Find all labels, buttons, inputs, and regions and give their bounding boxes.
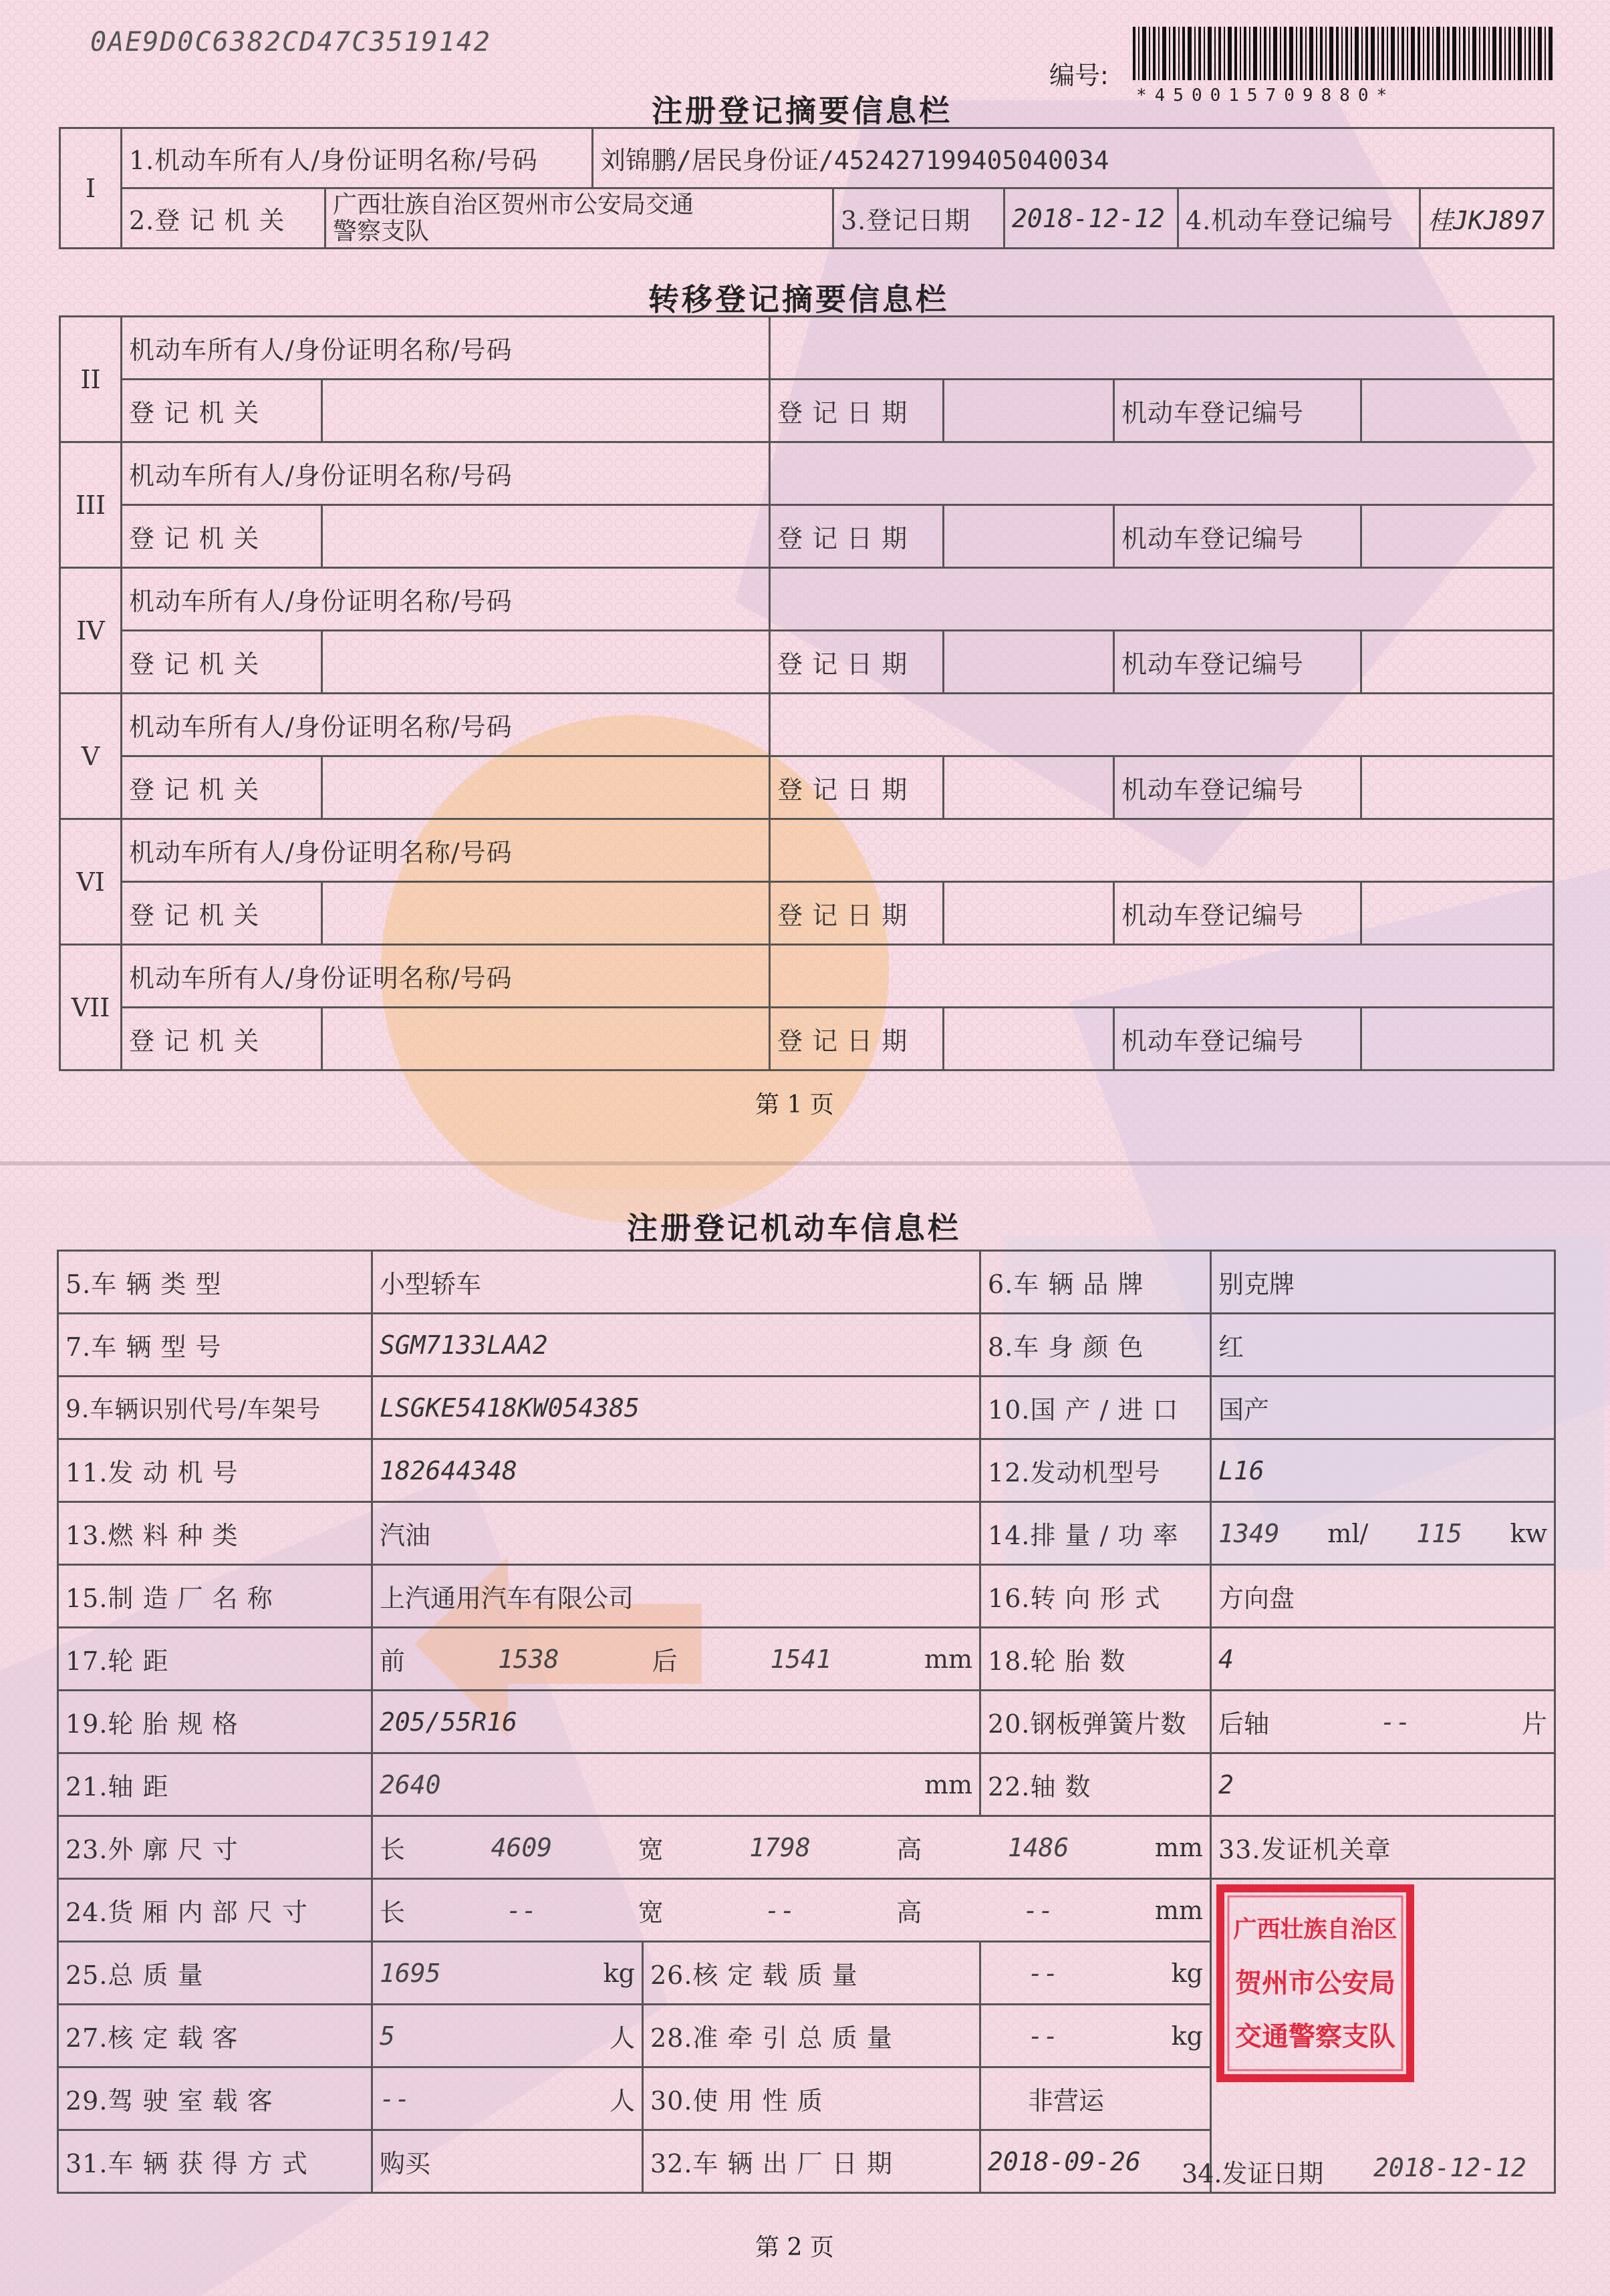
f23-width: 1798	[749, 1832, 811, 1862]
f30-label: 30.使 用 性 质	[643, 2067, 980, 2130]
f33-label: 33.发证机关章	[1211, 1816, 1555, 1879]
transfer-regno-label: 机动车登记编号	[1114, 882, 1361, 945]
transfer-date-value	[944, 756, 1114, 819]
transfer-authority-value	[322, 505, 770, 568]
f12-value: L16	[1211, 1439, 1555, 1502]
transfer-regno-value	[1361, 505, 1554, 568]
f18-label: 18.轮 胎 数	[980, 1628, 1211, 1691]
f25-unit: kg	[603, 1958, 635, 1988]
f20-label: 20.钢板弹簧片数	[980, 1691, 1211, 1753]
transfer-regno-label: 机动车登记编号	[1114, 1008, 1361, 1070]
f17-unit: mm	[924, 1644, 973, 1674]
transfer-authority-value	[322, 631, 770, 694]
f17-value	[372, 1628, 980, 1691]
f10-label: 10.国 产 / 进 口	[980, 1377, 1211, 1439]
transfer-roman: IV	[60, 568, 122, 694]
f23-unit: mm	[1154, 1832, 1203, 1862]
transfer-authority-value	[322, 1008, 770, 1070]
transfer-block-1-authority-row	[60, 380, 1554, 442]
transfer-date-label: 登 记 日 期	[770, 505, 944, 568]
f24-h-label: 高	[896, 1898, 922, 1927]
transfer-authority-label: 登 记 机 关	[122, 1008, 322, 1070]
transfer-date-label: 登 记 日 期	[770, 631, 944, 694]
f9-value: LSGKE5418KW054385	[372, 1377, 980, 1439]
f25-label: 25.总 质 量	[58, 1942, 372, 2005]
f23-label: 23.外 廓 尺 寸	[58, 1816, 372, 1879]
f15-label: 15.制 造 厂 名 称	[58, 1565, 372, 1628]
transfer-roman: III	[60, 442, 122, 568]
transfer-owner-value	[770, 568, 1554, 631]
f28-mass: --	[1028, 2021, 1059, 2051]
f14-unit2: kw	[1510, 1518, 1548, 1548]
transfer-date-label: 登 记 日 期	[770, 380, 944, 442]
transfer-regno-label: 机动车登记编号	[1114, 756, 1361, 819]
date-value: 2018-12-12	[1004, 188, 1178, 249]
document-code: 0AE9D0C6382CD47C3519142	[90, 27, 491, 57]
transfer-regno-value	[1361, 756, 1554, 819]
f11-value: 182644348	[372, 1439, 980, 1502]
f14-displacement: 1349	[1218, 1518, 1280, 1548]
f26-label: 26.核 定 载 质 量	[643, 1942, 980, 2005]
f22-label: 22.轴 数	[980, 1753, 1211, 1816]
issuing-authority-seal	[1215, 1883, 1416, 2084]
f18-value: 4	[1211, 1628, 1555, 1691]
f29-label: 29.驾 驶 室 载 客	[58, 2067, 372, 2130]
transfer-owner-label: 机动车所有人/身份证明名称/号码	[122, 317, 770, 380]
f26-value	[980, 1942, 1211, 2005]
page2-number: 第 2 页	[755, 2234, 834, 2261]
f21-unit: mm	[924, 1769, 973, 1800]
f24-unit: mm	[1154, 1895, 1203, 1925]
f34-label: 34.发证日期	[1182, 2159, 1324, 2188]
f24-w-label: 宽	[638, 1898, 664, 1927]
transfer-authority-label: 登 记 机 关	[122, 631, 322, 694]
authority-line2: 警察支队	[333, 217, 430, 245]
f29-passengers: --	[380, 2084, 410, 2114]
transfer-date-label: 登 记 日 期	[770, 1008, 944, 1070]
f9-label: 9.车辆识别代号/车架号	[58, 1377, 372, 1439]
f29-value	[372, 2067, 643, 2130]
f8-label: 8.车 身 颜 色	[980, 1314, 1211, 1377]
f13-label: 13.燃 料 种 类	[58, 1502, 372, 1565]
f24-width: --	[765, 1895, 795, 1925]
transfer-regno-value	[1361, 380, 1554, 442]
transfer-regno-label: 机动车登记编号	[1114, 631, 1361, 694]
f31-value: 购买	[372, 2130, 643, 2193]
f23-w-label: 宽	[638, 1835, 664, 1864]
f12-label: 12.发动机型号	[980, 1439, 1211, 1502]
f34-value: 2018-12-12	[1373, 2153, 1526, 2182]
f24-height: --	[1023, 1895, 1054, 1925]
transfer-roman: V	[60, 694, 122, 819]
transfer-regno-value	[1361, 631, 1554, 694]
f17-rear-label: 后	[652, 1646, 678, 1676]
page1-number: 第 1 页	[755, 1091, 834, 1119]
f28-label: 28.准 牵 引 总 质 量	[643, 2005, 980, 2067]
f17-rear: 1541	[770, 1644, 831, 1674]
f13-value: 汽油	[372, 1502, 980, 1565]
f31-label: 31.车 辆 获 得 方 式	[58, 2130, 372, 2193]
transfer-date-label: 登 记 日 期	[770, 756, 944, 819]
f16-label: 16.转 向 形 式	[980, 1565, 1211, 1628]
section1-roman: I	[60, 128, 122, 249]
f26-mass: --	[1028, 1958, 1059, 1988]
transfer-owner-value	[770, 317, 1554, 380]
f20-unit: 片	[1522, 1709, 1548, 1739]
transfer-authority-value	[322, 380, 770, 442]
f21-label: 21.轴 距	[58, 1753, 372, 1816]
f5-label: 5.车 辆 类 型	[58, 1251, 372, 1314]
f28-unit: kg	[1171, 2021, 1204, 2051]
authority-value	[325, 188, 833, 249]
f6-value: 别克牌	[1211, 1251, 1555, 1314]
transfer-block-6-owner-row	[60, 945, 1554, 1008]
f32-value: 2018-09-26	[980, 2130, 1211, 2193]
f21-wheelbase: 2640	[380, 1769, 441, 1800]
transfer-block-3-owner-row	[60, 568, 1554, 631]
f24-l-label: 长	[380, 1898, 406, 1927]
f17-front-label: 前	[380, 1646, 406, 1676]
f8-value: 红	[1211, 1314, 1555, 1377]
f21-value	[372, 1753, 980, 1816]
f29-unit: 人	[609, 2086, 635, 2116]
transfer-date-label: 登 记 日 期	[770, 882, 944, 945]
transfer-date-value	[944, 505, 1114, 568]
f30-value: 非营运	[980, 2067, 1211, 2130]
f14-unit1: ml/	[1327, 1518, 1369, 1548]
transfer-regno-label: 机动车登记编号	[1114, 505, 1361, 568]
transfer-owner-label: 机动车所有人/身份证明名称/号码	[122, 819, 770, 882]
serial-number: *450015709880*	[1136, 86, 1395, 106]
f25-mass: 1695	[380, 1958, 441, 1988]
transfer-owner-value	[770, 945, 1554, 1008]
f23-height: 1486	[1007, 1832, 1069, 1862]
transfer-owner-label: 机动车所有人/身份证明名称/号码	[122, 568, 770, 631]
f27-passengers: 5	[380, 2021, 395, 2051]
transfer-regno-value	[1361, 882, 1554, 945]
transfer-regno-label: 机动车登记编号	[1114, 380, 1361, 442]
f27-unit: 人	[609, 2023, 635, 2053]
transfer-owner-label: 机动车所有人/身份证明名称/号码	[122, 442, 770, 505]
f15-value: 上汽通用汽车有限公司	[372, 1565, 980, 1628]
f5-value: 小型轿车	[372, 1251, 980, 1314]
f14-value	[1211, 1502, 1555, 1565]
transfer-summary-table	[59, 315, 1555, 1071]
transfer-authority-value	[322, 756, 770, 819]
f7-label: 7.车 辆 型 号	[58, 1314, 372, 1377]
f24-value	[372, 1879, 1211, 1942]
transfer-block-6-authority-row	[60, 1008, 1554, 1070]
regno-label: 4.机动车登记编号	[1178, 188, 1420, 249]
f23-h-label: 高	[896, 1835, 922, 1864]
transfer-block-2-owner-row	[60, 442, 1554, 505]
barcode-image	[1133, 27, 1554, 80]
f24-label: 24.货 厢 内 部 尺 寸	[58, 1879, 372, 1942]
f23-value	[372, 1816, 1211, 1879]
section1-title: 注册登记摘要信息栏	[652, 93, 952, 129]
authority-label: 2.登 记 机 关	[122, 188, 325, 249]
transfer-block-1-owner-row	[60, 317, 1554, 380]
transfer-block-2-authority-row	[60, 505, 1554, 568]
section3-title: 注册登记机动车信息栏	[627, 1210, 961, 1246]
f24-length: --	[506, 1895, 537, 1925]
f20-value	[1211, 1691, 1555, 1753]
seal-line3: 交通警察支队	[1235, 2021, 1395, 2052]
authority-line1: 广西壮族自治区贺州市公安局交通	[333, 190, 694, 219]
f19-value: 205/55R16	[372, 1691, 980, 1753]
transfer-owner-value	[770, 694, 1554, 756]
f25-value	[372, 1942, 643, 2005]
transfer-block-5-owner-row	[60, 819, 1554, 882]
f27-label: 27.核 定 载 客	[58, 2005, 372, 2067]
f23-l-label: 长	[380, 1835, 406, 1864]
f19-label: 19.轮 胎 规 格	[58, 1691, 372, 1753]
f10-value: 国产	[1211, 1377, 1555, 1439]
f16-value: 方向盘	[1211, 1565, 1555, 1628]
transfer-regno-value	[1361, 1008, 1554, 1070]
f23-length: 4609	[491, 1832, 553, 1862]
owner-label: 1.机动车所有人/身份证明名称/号码	[122, 128, 593, 188]
transfer-owner-label: 机动车所有人/身份证明名称/号码	[122, 694, 770, 756]
transfer-authority-label: 登 记 机 关	[122, 756, 322, 819]
f17-front: 1538	[497, 1644, 559, 1674]
f27-value	[372, 2005, 643, 2067]
f26-unit: kg	[1171, 1958, 1204, 1988]
f7-value: SGM7133LAA2	[372, 1314, 980, 1377]
f32-label: 32.车 辆 出 厂 日 期	[643, 2130, 980, 2193]
serial-label: 编号:	[1049, 61, 1109, 90]
transfer-owner-value	[770, 442, 1554, 505]
transfer-authority-value	[322, 882, 770, 945]
transfer-block-3-authority-row	[60, 631, 1554, 694]
section2-title: 转移登记摘要信息栏	[648, 281, 949, 317]
transfer-block-5-authority-row	[60, 882, 1554, 945]
f6-label: 6.车 辆 品 牌	[980, 1251, 1211, 1314]
transfer-roman: II	[60, 317, 122, 442]
transfer-date-value	[944, 631, 1114, 694]
transfer-authority-label: 登 记 机 关	[122, 882, 322, 945]
seal-line2: 贺州市公安局	[1235, 1968, 1395, 1999]
f14-power: 115	[1416, 1518, 1462, 1548]
transfer-block-4-authority-row	[60, 756, 1554, 819]
f14-label: 14.排 量 / 功 率	[980, 1502, 1211, 1565]
owner-value: 刘锦鹏/居民身份证/452427199405040034	[593, 128, 1554, 188]
seal-line1: 广西壮族自治区	[1233, 1916, 1397, 1943]
transfer-block-4-owner-row	[60, 694, 1554, 756]
f20-count: --	[1380, 1707, 1411, 1737]
f22-value: 2	[1211, 1753, 1555, 1816]
transfer-owner-value	[770, 819, 1554, 882]
page-fold	[0, 1161, 1610, 1165]
transfer-date-value	[944, 882, 1114, 945]
date-label: 3.登记日期	[833, 188, 1004, 249]
transfer-date-value	[944, 380, 1114, 442]
transfer-authority-label: 登 记 机 关	[122, 380, 322, 442]
transfer-roman: VI	[60, 819, 122, 945]
transfer-authority-label: 登 记 机 关	[122, 505, 322, 568]
f28-value	[980, 2005, 1211, 2067]
f17-label: 17.轮 距	[58, 1628, 372, 1691]
transfer-owner-label: 机动车所有人/身份证明名称/号码	[122, 945, 770, 1008]
f20-rear-label: 后轴	[1218, 1709, 1270, 1739]
transfer-roman: VII	[60, 945, 122, 1070]
f11-label: 11.发 动 机 号	[58, 1439, 372, 1502]
registration-summary-table	[59, 127, 1555, 249]
regno-value: 桂JKJ897	[1420, 188, 1554, 249]
transfer-date-value	[944, 1008, 1114, 1070]
